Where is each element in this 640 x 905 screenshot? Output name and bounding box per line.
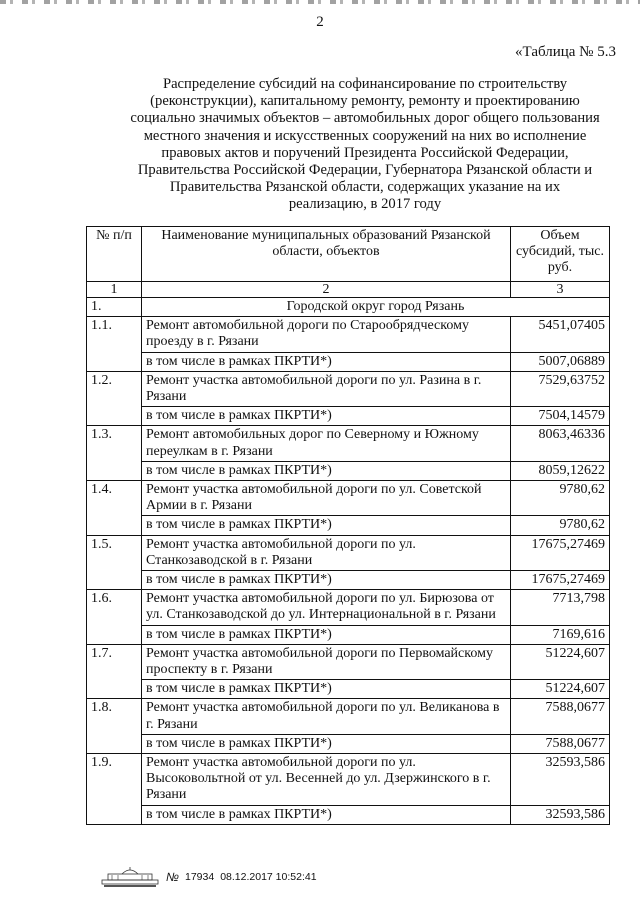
table-row <box>87 426 610 461</box>
subsidy-value: 8063,46336 <box>511 426 610 461</box>
row-number: 1.3. <box>87 426 142 481</box>
footer-mark: № <box>166 870 179 884</box>
subsidy-value: 7713,798 <box>511 590 610 625</box>
sub-value: 7588,0677 <box>511 734 610 753</box>
subsidy-value: 5451,07405 <box>511 317 610 352</box>
object-name: Ремонт участка автомобильной дороги по ул. Великанова в г. Рязани <box>142 699 511 734</box>
group-row <box>87 298 610 317</box>
sub-value: 32593,586 <box>511 805 610 824</box>
object-name: Ремонт автомобильной дороги по Старообрядческому проезду в г. Рязани <box>142 317 511 352</box>
sub-label: в том числе в рамках ПКРТИ*) <box>142 805 511 824</box>
column-index: 2 <box>142 282 511 298</box>
column-index-row <box>87 282 610 298</box>
object-name: Ремонт участка автомобильной дороги по ул. Высоковольтной от ул. Весенней до ул. Дзержинского в г. Рязани <box>142 754 511 806</box>
sub-label: в том числе в рамках ПКРТИ*) <box>142 680 511 699</box>
table-row <box>87 535 610 570</box>
table-row <box>87 371 610 406</box>
group-name: Городской округ город Рязань <box>142 298 610 317</box>
object-name: Ремонт участка автомобильной дороги по Первомайскому проспекту в г. Рязани <box>142 644 511 679</box>
header-name: Наименование муниципальных образований Рязанской области, объектов <box>142 227 511 282</box>
sub-label: в том числе в рамках ПКРТИ*) <box>142 571 511 590</box>
group-number: 1. <box>87 298 142 317</box>
sub-value: 7169,616 <box>511 625 610 644</box>
object-name: Ремонт участка автомобильной дороги по ул. Разина в г. Рязани <box>142 371 511 406</box>
scan-top-edge <box>0 0 640 4</box>
row-number: 1.9. <box>87 754 142 825</box>
table-row <box>87 481 610 516</box>
row-number: 1.6. <box>87 590 142 645</box>
object-name: Ремонт участка автомобильной дороги по ул. Бирюзова от ул. Станкозаводской до ул. Интернациональной в г. Рязани <box>142 590 511 625</box>
sub-label: в том числе в рамках ПКРТИ*) <box>142 352 511 371</box>
sub-value: 7504,14579 <box>511 407 610 426</box>
row-number: 1.2. <box>87 371 142 426</box>
table-subrow <box>87 680 610 699</box>
subsidy-value: 32593,586 <box>511 754 610 806</box>
government-building-logo-icon <box>100 866 160 888</box>
table-header-row <box>87 227 610 282</box>
sub-label: в том числе в рамках ПКРТИ*) <box>142 734 511 753</box>
column-index: 3 <box>511 282 610 298</box>
sub-label: в том числе в рамках ПКРТИ*) <box>142 516 511 535</box>
table-row <box>87 754 610 806</box>
table-subrow <box>87 461 610 480</box>
subsidy-value: 17675,27469 <box>511 535 610 570</box>
footer <box>100 866 317 888</box>
table-row <box>87 699 610 734</box>
table-subrow <box>87 734 610 753</box>
row-number: 1.1. <box>87 317 142 372</box>
row-number: 1.4. <box>87 481 142 536</box>
row-number: 1.8. <box>87 699 142 754</box>
subsidy-value: 7588,0677 <box>511 699 610 734</box>
sub-label: в том числе в рамках ПКРТИ*) <box>142 461 511 480</box>
object-name: Ремонт участка автомобильной дороги по ул. Станкозаводской в г. Рязани <box>142 535 511 570</box>
table-subrow <box>87 625 610 644</box>
subsidy-value: 7529,63752 <box>511 371 610 406</box>
table-subrow <box>87 805 610 824</box>
document-title: Распределение субсидий на софинансирование по строительству (реконструкции), капитальному ремонту, ремонту и проектированию социально значимых объектов – автомобильных дорог общего пользования местного значения и искусственных сооружений на них во исполнение правовых актов и поручений Президента Российской Федерации, Правительства Российской Федерации, Губернатора Рязанской области и Правительства Рязанской области, содержащих указание на их реализацию, в 2017 году <box>130 76 600 213</box>
page-number: 2 <box>316 14 324 30</box>
sub-value: 5007,06889 <box>511 352 610 371</box>
subsidy-value: 9780,62 <box>511 481 610 516</box>
row-number: 1.5. <box>87 535 142 590</box>
header-value: Объем субсидий, тыс. руб. <box>511 227 610 282</box>
footer-doc-id: 17934 <box>185 871 215 883</box>
sub-value: 9780,62 <box>511 516 610 535</box>
table-subrow <box>87 352 610 371</box>
table-subrow <box>87 571 610 590</box>
sub-label: в том числе в рамках ПКРТИ*) <box>142 625 511 644</box>
header-number: № п/п <box>87 227 142 282</box>
sub-label: в том числе в рамках ПКРТИ*) <box>142 407 511 426</box>
sub-value: 51224,607 <box>511 680 610 699</box>
table-reference: «Таблица № 5.3 <box>515 44 616 60</box>
table-subrow <box>87 516 610 535</box>
footer-timestamp: 08.12.2017 10:52:41 <box>220 871 317 883</box>
sub-value: 17675,27469 <box>511 571 610 590</box>
table-subrow <box>87 407 610 426</box>
table-row <box>87 590 610 625</box>
subsidy-table <box>86 226 610 825</box>
object-name: Ремонт участка автомобильной дороги по ул. Советской Армии в г. Рязани <box>142 481 511 516</box>
sub-value: 8059,12622 <box>511 461 610 480</box>
column-index: 1 <box>87 282 142 298</box>
subsidy-value: 51224,607 <box>511 644 610 679</box>
table-row <box>87 317 610 352</box>
object-name: Ремонт автомобильных дорог по Северному и Южному переулкам в г. Рязани <box>142 426 511 461</box>
row-number: 1.7. <box>87 644 142 699</box>
table-row <box>87 644 610 679</box>
